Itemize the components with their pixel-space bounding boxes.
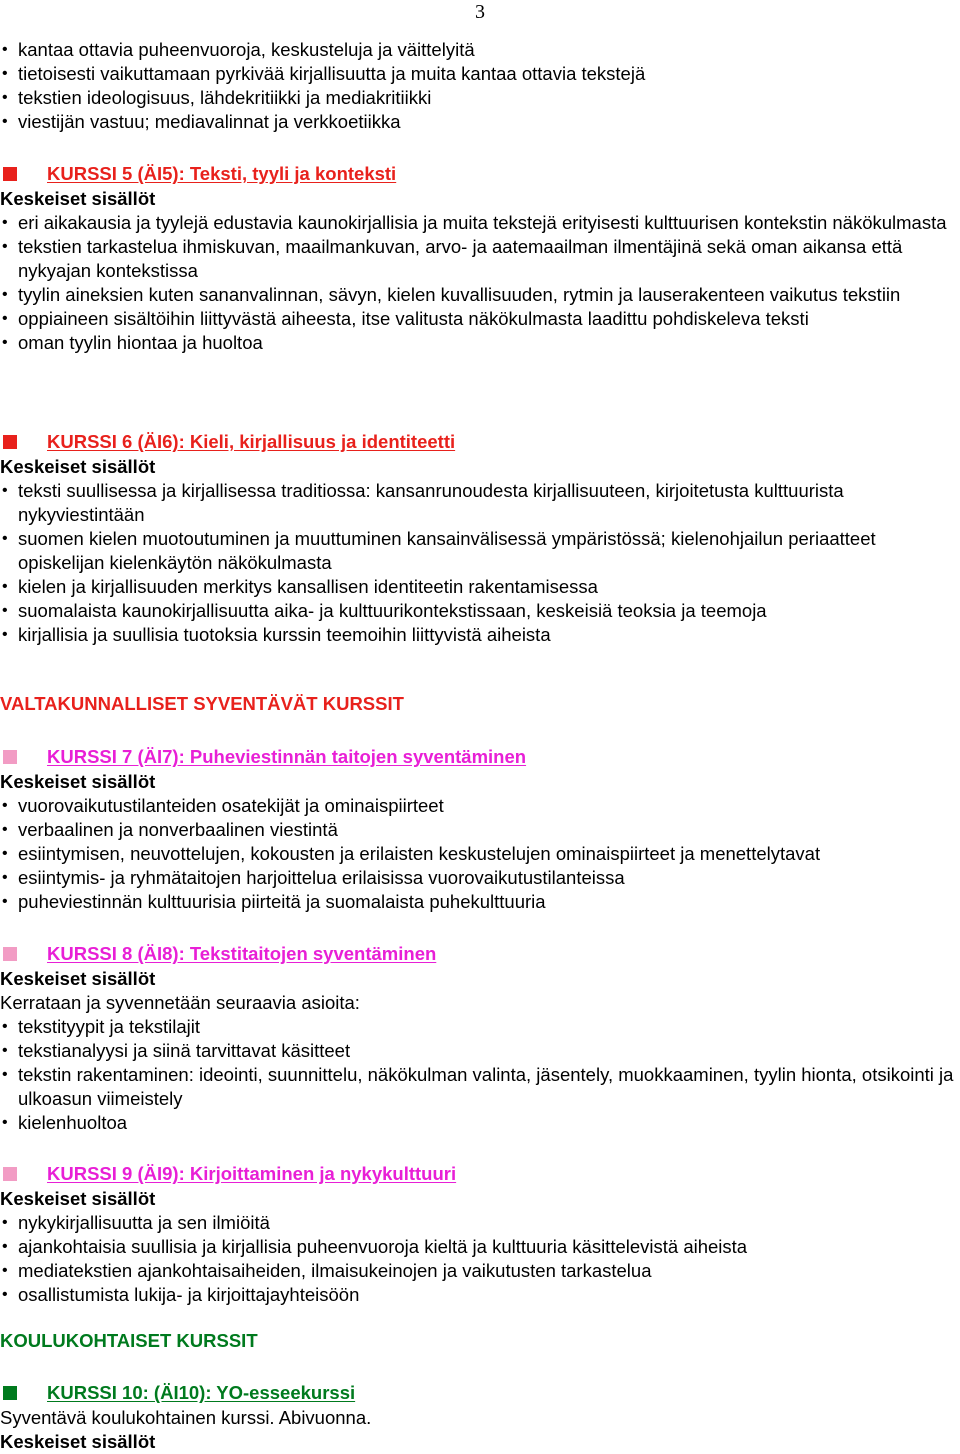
list-item: • tyylin aineksien kuten sananvalinnan, sävyn, kielen kuvallisuuden, rytmin ja lauserakenteen vaikutus tekstiin [0, 283, 960, 307]
course-8-subheading: Keskeiset sisällöt [0, 968, 156, 989]
list-item: • verbaalinen ja nonverbaalinen viestintä [0, 818, 960, 842]
pink-square-bullet-icon [3, 750, 17, 764]
course-8-intro: Kerrataan ja syvennetään seuraavia asioita: [0, 992, 360, 1013]
course-8-list [0, 1015, 960, 1135]
list-item: • esiintymisen, neuvottelujen, kokousten ja erilaisten keskustelujen ominaispiirteet ja menettelytavat [0, 842, 960, 866]
list-item: • tekstien tarkastelua ihmiskuvan, maailmankuvan, arvo- ja aatemaailman ilmentäjinä sekä oman aikansa että nykyajan kontekstissa [0, 235, 960, 283]
course-9-section [0, 1161, 960, 1307]
course-9-subheading: Keskeiset sisällöt [0, 1188, 156, 1209]
section-title-valtakunnalliset: VALTAKUNNALLISET SYVENTÄVÄT KURSSIT [0, 693, 404, 714]
list-item: • nykykirjallisuutta ja sen ilmiöitä [0, 1211, 960, 1235]
list-item: • kielenhuoltoa [0, 1111, 960, 1135]
list-item: • oman tyylin hiontaa ja huoltoa [0, 331, 960, 355]
list-item: • tietoisesti vaikuttamaan pyrkivää kirjallisuutta ja muita kantaa ottavia tekstejä [0, 62, 960, 86]
course-7-section [0, 744, 960, 914]
red-square-bullet-icon [3, 435, 17, 449]
course-6-title: KURSSI 6 (ÄI6): Kieli, kirjallisuus ja identiteetti [47, 431, 456, 452]
list-item: • puheviestinnän kulttuurisia piirteitä ja suomalaista puhekulttuuria [0, 890, 960, 914]
course-5-heading [0, 161, 960, 187]
list-item: • teksti suullisessa ja kirjallisessa traditiossa: kansanrunoudesta kirjallisuuteen, kirjoitetusta kulttuurista nykyviestintään [0, 479, 960, 527]
list-item: • vuorovaikutustilanteiden osatekijät ja ominaispiirteet [0, 794, 960, 818]
green-square-bullet-icon [3, 1386, 17, 1400]
course-6-subheading: Keskeiset sisällöt [0, 456, 156, 477]
list-item: • tekstien ideologisuus, lähdekritiikki ja mediakritiikki [0, 86, 960, 110]
course-10-description: Syventävä koulukohtainen kurssi. Abivuonna. [0, 1407, 372, 1428]
list-item: • tekstityypit ja tekstilajit [0, 1015, 960, 1039]
list-item: • eri aikakausia ja tyylejä edustavia kaunokirjallisia ja muita tekstejä erityisesti kulttuurisen kontekstin näkökulmasta [0, 211, 960, 235]
course-9-title: KURSSI 9 (ÄI9): Kirjoittaminen ja nykykulttuuri [47, 1163, 457, 1184]
course-8-heading [0, 941, 960, 967]
course-10-title: KURSSI 10: (ÄI10): YO-esseekurssi [47, 1382, 356, 1403]
page-number: 3 [475, 1, 485, 23]
course-7-subheading: Keskeiset sisällöt [0, 771, 156, 792]
course-8-section [0, 941, 960, 1135]
course-9-list [0, 1211, 960, 1307]
course-10-section [0, 1380, 960, 1454]
course-6-heading [0, 429, 960, 455]
pink-square-bullet-icon [3, 1167, 17, 1181]
course-5-list [0, 211, 960, 355]
course-7-title: KURSSI 7 (ÄI7): Puheviestinnän taitojen syventäminen [47, 746, 527, 767]
course-6-list [0, 479, 960, 647]
section-title-koulukohtaiset: KOULUKOHTAISET KURSSIT [0, 1330, 258, 1351]
list-item: • kielen ja kirjallisuuden merkitys kansallisen identiteetin rakentamisessa [0, 575, 960, 599]
pink-square-bullet-icon [3, 947, 17, 961]
list-item: • kirjallisia ja suullisia tuotoksia kurssin teemoihin liittyvistä aiheista [0, 623, 960, 647]
course-5-section [0, 161, 960, 355]
list-item: • oppiaineen sisältöihin liittyvästä aiheesta, itse valitusta näkökulmasta laadittu pohdiskeleva teksti [0, 307, 960, 331]
list-item: • suomen kielen muotoutuminen ja muuttuminen kansainvälisessä ympäristössä; kielenohjailun periaatteet opiskelijan kielenkäytön näkökulmasta [0, 527, 960, 575]
list-item: • mediatekstien ajankohtaisaiheiden, ilmaisukeinojen ja vaikutusten tarkastelua [0, 1259, 960, 1283]
list-item: • suomalaista kaunokirjallisuutta aika- ja kulttuurikontekstissaan, keskeisiä teoksia ja teemoja [0, 599, 960, 623]
list-item: • osallistumista lukija- ja kirjoittajayhteisöön [0, 1283, 960, 1307]
intro-list [0, 38, 960, 134]
list-item: • tekstin rakentaminen: ideointi, suunnittelu, näkökulman valinta, jäsentely, muokkaaminen, tyylin hionta, otsikointi ja ulkoasun viimeistely [0, 1063, 960, 1111]
list-item: • kantaa ottavia puheenvuoroja, keskusteluja ja väittelyitä [0, 38, 960, 62]
list-item: • tekstianalyysi ja siinä tarvittavat käsitteet [0, 1039, 960, 1063]
list-item: • ajankohtaisia suullisia ja kirjallisia puheenvuoroja kieltä ja kulttuuria käsittelevistä aiheista [0, 1235, 960, 1259]
red-square-bullet-icon [3, 167, 17, 181]
course-6-section [0, 429, 960, 647]
course-7-heading [0, 744, 960, 770]
course-5-subheading: Keskeiset sisällöt [0, 188, 156, 209]
course-10-subheading: Keskeiset sisällöt [0, 1431, 156, 1452]
course-5-title: KURSSI 5 (ÄI5): Teksti, tyyli ja konteksti [47, 163, 397, 184]
course-8-title: KURSSI 8 (ÄI8): Tekstitaitojen syventäminen [47, 943, 437, 964]
list-item: • viestijän vastuu; mediavalinnat ja verkkoetiikka [0, 110, 960, 134]
course-7-list [0, 794, 960, 914]
course-10-heading [0, 1380, 960, 1406]
course-9-heading [0, 1161, 960, 1187]
list-item: • esiintymis- ja ryhmätaitojen harjoittelua erilaisissa vuorovaikutustilanteissa [0, 866, 960, 890]
